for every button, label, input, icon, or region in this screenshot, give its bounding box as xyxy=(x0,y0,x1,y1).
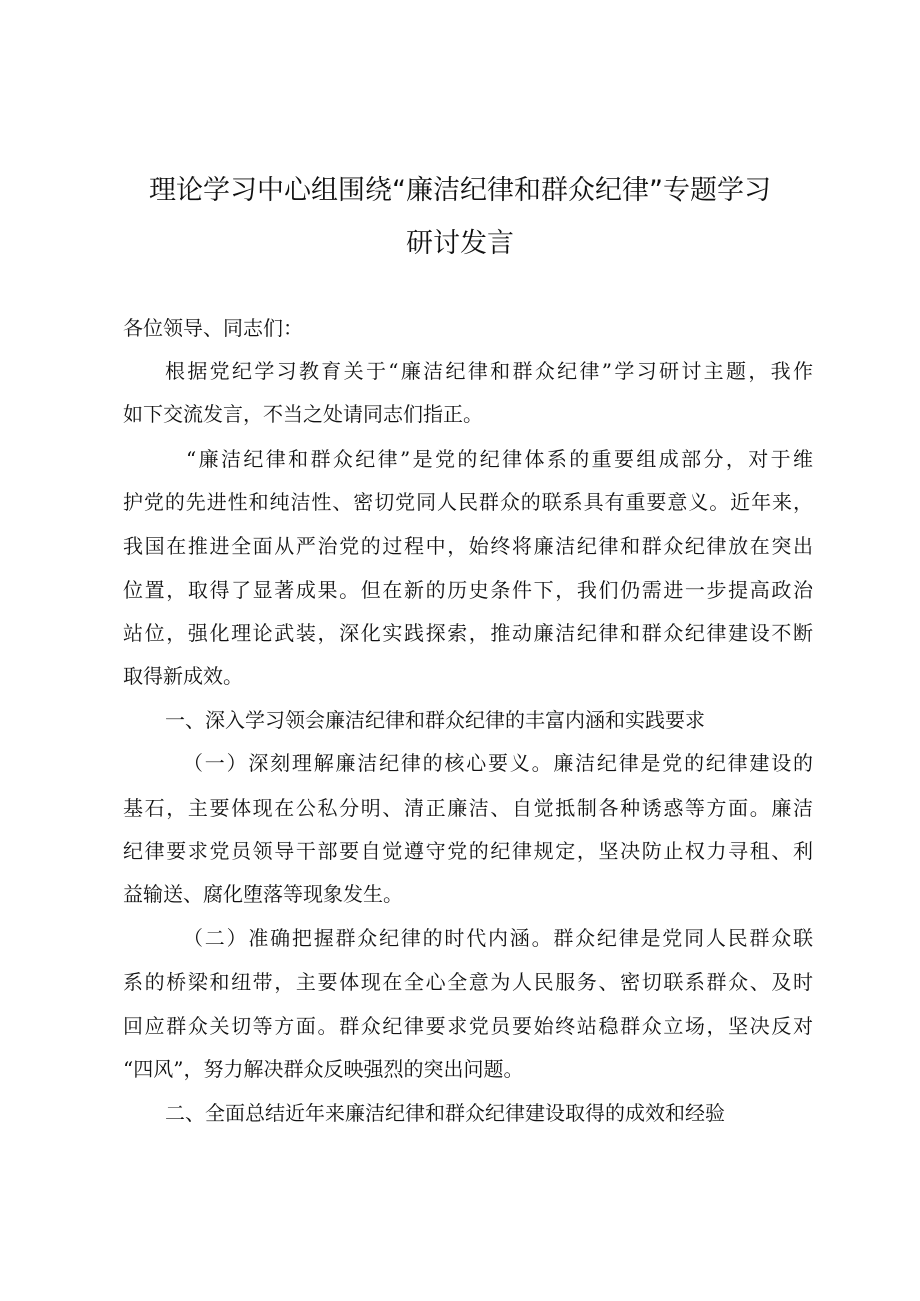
paragraph-line: 根据党纪学习教育关于“廉洁纪律和群众纪律”学习研讨主题，我作 xyxy=(165,359,813,383)
paragraph-line: （二）准确把握群众纪律的时代内涵。群众纪律是党同人民群众联 xyxy=(183,926,813,950)
paragraph-line: 如下交流发言，不当之处请同志们指正。 xyxy=(123,402,483,426)
section-heading: 一、深入学习领会廉洁纪律和群众纪律的丰富内涵和实践要求 xyxy=(165,708,705,732)
paragraph-line: 纪律要求党员领导干部要自觉遵守党的纪律规定，坚决防止权力寻租、利 xyxy=(123,839,813,863)
document-title-line-2: 研讨发言 xyxy=(406,228,514,259)
paragraph-line: “廉洁纪律和群众纪律”是党的纪律体系的重要组成部分，对于维 xyxy=(186,447,813,471)
salutation: 各位领导、同志们： xyxy=(123,316,303,340)
paragraph-line: 位置，取得了显著成果。但在新的历史条件下，我们仍需进一步提高政治 xyxy=(123,578,813,602)
paragraph-line: 益输送、腐化堕落等现象发生。 xyxy=(123,882,403,906)
paragraph-line: 我国在推进全面从严治党的过程中，始终将廉洁纪律和群众纪律放在突出 xyxy=(123,534,813,558)
section-heading: 二、全面总结近年来廉洁纪律和群众纪律建设取得的成效和经验 xyxy=(165,1101,725,1125)
paragraph-line: 取得新成效。 xyxy=(123,664,243,688)
paragraph-line: 基石，主要体现在公私分明、清正廉洁、自觉抵制各种诱惑等方面。廉洁 xyxy=(123,796,813,820)
paragraph-line: 站位，强化理论武装，深化实践探索，推动廉洁纪律和群众纪律建设不断 xyxy=(123,621,813,645)
paragraph-line: 系的桥梁和纽带，主要体现在全心全意为人民服务、密切联系群众、及时 xyxy=(123,970,813,994)
paragraph-line: 回应群众关切等方面。群众纪律要求党员要始终站稳群众立场，坚决反对 xyxy=(123,1014,813,1038)
paragraph-line: “四风”，努力解决群众反映强烈的突出问题。 xyxy=(123,1057,524,1081)
paragraph-line: 护党的先进性和纯洁性、密切党同人民群众的联系具有重要意义。近年来， xyxy=(123,490,813,514)
paragraph-line: （一）深刻理解廉洁纪律的核心要义。廉洁纪律是党的纪律建设的 xyxy=(183,751,813,775)
document-title-line-1: 理论学习中心组围绕“廉洁纪律和群众纪律”专题学习 xyxy=(149,175,771,206)
